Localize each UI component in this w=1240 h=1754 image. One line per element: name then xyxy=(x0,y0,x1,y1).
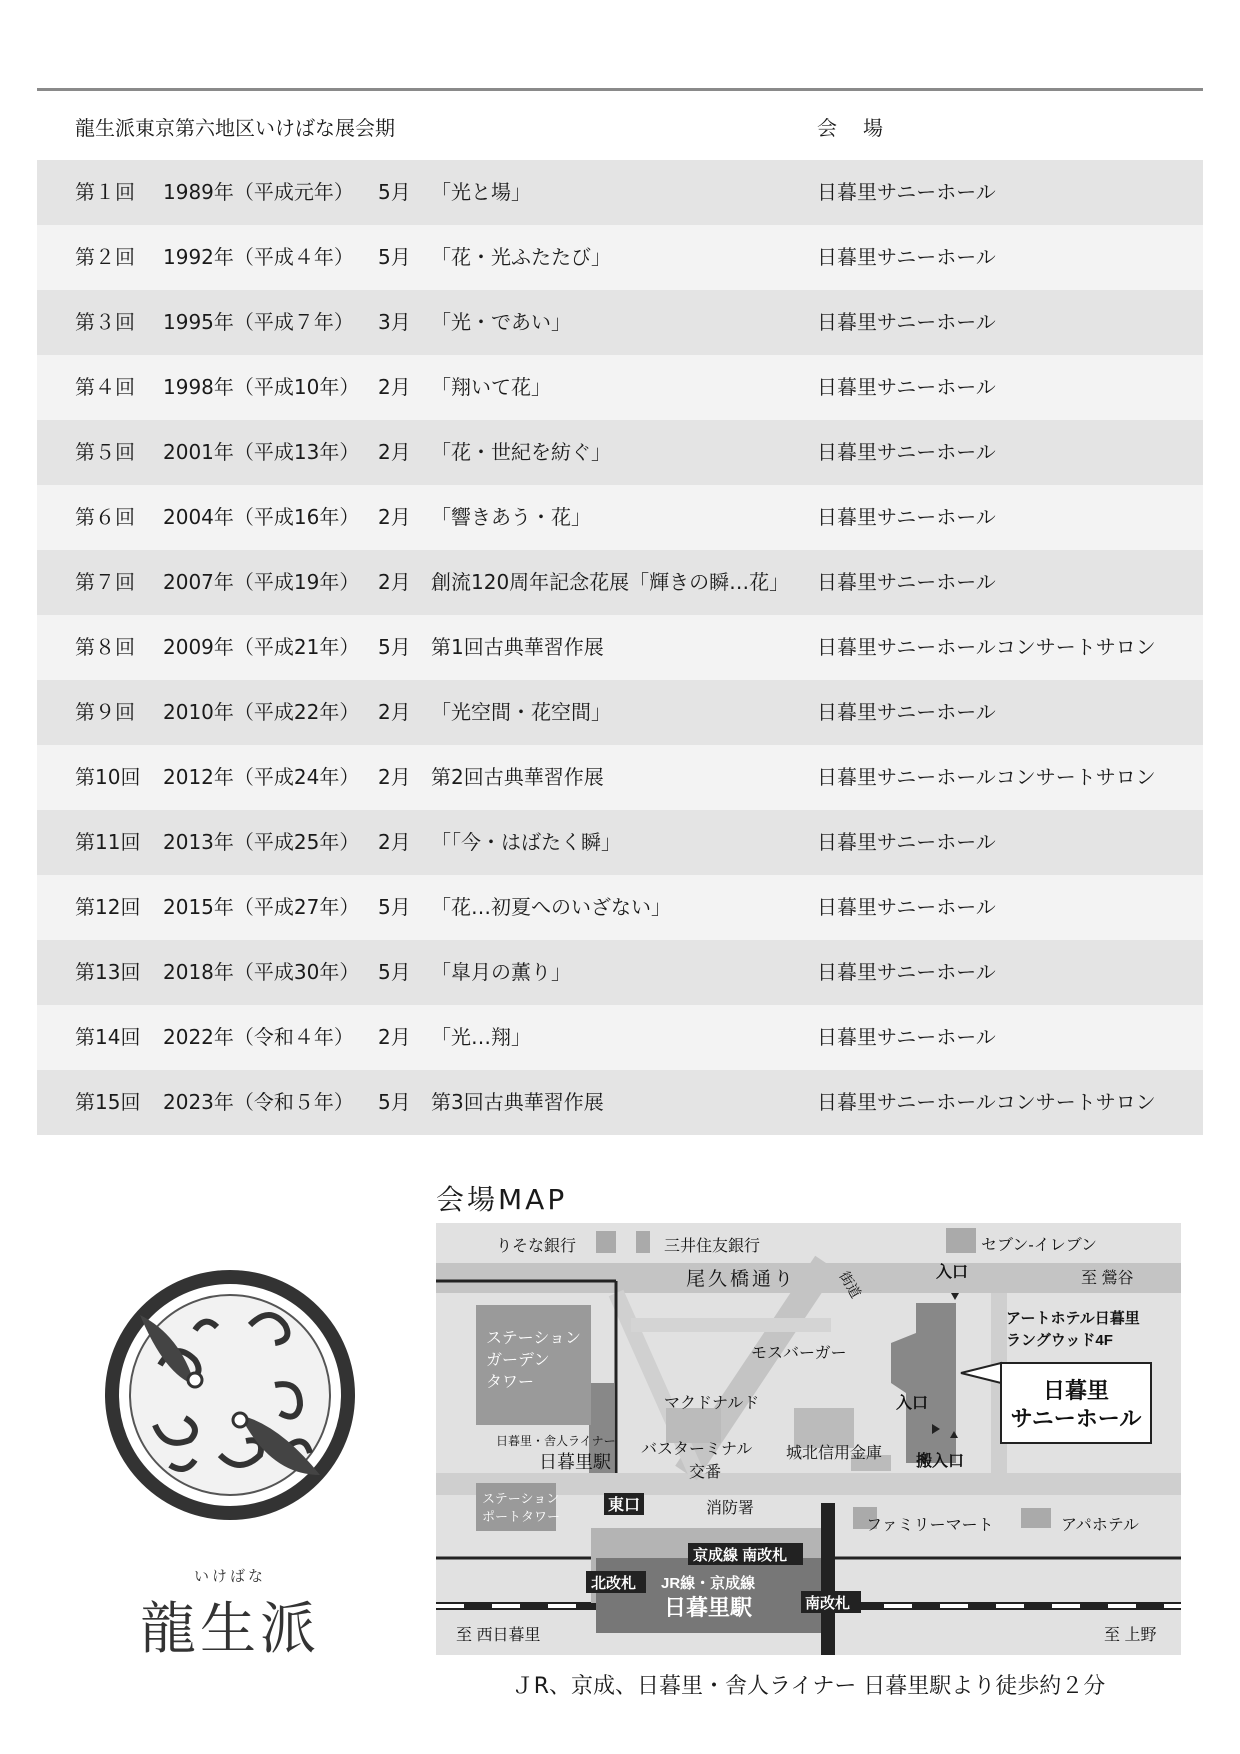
cell-no: 第６回 xyxy=(75,505,135,529)
cell-month: 5月 xyxy=(378,1090,411,1114)
cell-venue: 日暮里サニーホールコンサートサロン xyxy=(817,1090,1156,1114)
cell-venue: 日暮里サニーホール xyxy=(817,830,996,854)
fire-label: 消防署 xyxy=(706,1500,755,1517)
header-title: 龍生派東京第六地区いけばな展会期 xyxy=(75,116,395,140)
cell-year: 2018年（平成30年） xyxy=(163,960,360,984)
cell-year: 2012年（平成24年） xyxy=(163,765,360,789)
cell-venue: 日暮里サニーホール xyxy=(817,960,996,984)
cell-no: 第３回 xyxy=(75,310,135,334)
cell-title: 「光空間・花空間」 xyxy=(431,700,611,724)
cell-month: 5月 xyxy=(378,635,411,659)
table-row xyxy=(37,1070,1203,1135)
koban-label: 交番 xyxy=(689,1464,722,1481)
logo-name: 龍生派 xyxy=(140,1597,320,1662)
cell-venue: 日暮里サニーホール xyxy=(817,440,996,464)
cell-year: 2015年（平成27年） xyxy=(163,895,360,919)
cell-title: 「光…翔」 xyxy=(431,1025,531,1049)
header-venue: 会場 xyxy=(817,116,909,140)
cell-venue: 日暮里サニーホール xyxy=(817,375,996,399)
cell-year: 2004年（平成16年） xyxy=(163,505,360,529)
cell-no: 第９回 xyxy=(75,700,135,724)
resona-label: りそな銀行 xyxy=(496,1238,577,1255)
cell-year: 2022年（令和４年） xyxy=(163,1025,354,1049)
port-line2: ポートタワー xyxy=(482,1509,561,1524)
mcd-label: マクドナルド xyxy=(664,1395,760,1412)
table-row xyxy=(37,680,1203,745)
cell-title: 「「今・はばたく瞬」 xyxy=(431,830,621,854)
cell-title: 「翔いて花」 xyxy=(431,375,551,399)
cell-no: 第８回 xyxy=(75,635,135,659)
cell-title: 創流120周年記念花展「輝きの瞬…花」 xyxy=(431,570,790,594)
cell-year: 2007年（平成19年） xyxy=(163,570,360,594)
exhibition-table xyxy=(37,97,1203,1135)
garden-line2: ガーデン xyxy=(486,1352,550,1369)
okubashi-label: 尾久橋通り xyxy=(686,1269,797,1290)
sunny-line1: 日暮里 xyxy=(1042,1378,1110,1403)
table-row xyxy=(37,485,1203,550)
cell-venue: 日暮里サニーホール xyxy=(817,180,996,204)
map-caption: ＪR、京成、日暮里・舎人ライナー 日暮里駅より徒歩約２分 xyxy=(511,1674,1106,1699)
hotel-line2: ラングウッド4F xyxy=(1006,1332,1113,1349)
cell-month: 2月 xyxy=(378,830,411,854)
table-row xyxy=(37,1005,1203,1070)
cell-no: 第５回 xyxy=(75,440,135,464)
cell-month: 3月 xyxy=(378,310,411,334)
cell-no: 第10回 xyxy=(75,765,141,789)
north-gate-label: 北改札 xyxy=(591,1575,637,1592)
cell-year: 2001年（平成13年） xyxy=(163,440,360,464)
cell-month: 5月 xyxy=(378,895,411,919)
table-row xyxy=(37,810,1203,875)
cell-year: 2010年（平成22年） xyxy=(163,700,360,724)
liner-station-label: 日暮里駅 xyxy=(539,1452,611,1472)
nippori-station-label: 日暮里駅 xyxy=(664,1595,753,1620)
cell-venue: 日暮里サニーホール xyxy=(817,505,996,529)
cell-month: 5月 xyxy=(378,960,411,984)
cell-year: 1992年（平成４年） xyxy=(163,245,354,269)
cell-venue: 日暮里サニーホール xyxy=(817,700,996,724)
cell-venue: 日暮里サニーホールコンサートサロン xyxy=(817,765,1156,789)
cell-title: 第2回古典華習作展 xyxy=(431,765,604,789)
table-header xyxy=(37,97,1203,160)
logo-emblem-icon xyxy=(100,1255,360,1555)
cell-title: 第3回古典華習作展 xyxy=(431,1090,604,1114)
johoku-label: 城北信用金庫 xyxy=(786,1445,883,1462)
garden-line1: ステーション xyxy=(486,1330,582,1347)
bus-label: バスターミナル xyxy=(641,1441,753,1458)
cell-year: 2013年（平成25年） xyxy=(163,830,360,854)
map-title: 会場MAP xyxy=(436,1183,568,1216)
table-row xyxy=(37,875,1203,940)
top-rule xyxy=(37,88,1203,91)
cell-no: 第14回 xyxy=(75,1025,141,1049)
cell-title: 「響きあう・花」 xyxy=(431,505,591,529)
jr-line-label: JR線・京成線 xyxy=(661,1575,756,1592)
table-row xyxy=(37,290,1203,355)
port-line1: ステーション xyxy=(482,1491,560,1506)
keisei-south-label: 京成線 南改札 xyxy=(693,1547,788,1564)
cell-year: 1995年（平成７年） xyxy=(163,310,354,334)
cell-year: 2023年（令和５年） xyxy=(163,1090,354,1114)
cell-month: 2月 xyxy=(378,440,411,464)
cell-no: 第４回 xyxy=(75,375,135,399)
cell-year: 2009年（平成21年） xyxy=(163,635,360,659)
table-row xyxy=(37,615,1203,680)
cell-title: 「花・光ふたたび」 xyxy=(431,245,611,269)
to-ueno-label: 至 上野 xyxy=(1104,1627,1157,1644)
cell-venue: 日暮里サニーホール xyxy=(817,570,996,594)
kaido-label: 街道 xyxy=(836,1268,865,1301)
east-exit-label: 東口 xyxy=(608,1497,641,1514)
liner-small-label: 日暮里・舎人ライナー xyxy=(496,1434,616,1448)
cell-month: 5月 xyxy=(378,180,411,204)
cell-month: 2月 xyxy=(378,505,411,529)
cell-year: 1989年（平成元年） xyxy=(163,180,354,204)
cell-no: 第11回 xyxy=(75,830,141,854)
cell-venue: 日暮里サニーホール xyxy=(817,895,996,919)
venue-map xyxy=(436,1223,1181,1655)
cell-title: 第1回古典華習作展 xyxy=(431,635,604,659)
cell-no: 第７回 xyxy=(75,570,135,594)
cell-title: 「光・であい」 xyxy=(431,310,571,334)
cell-venue: 日暮里サニーホール xyxy=(817,245,996,269)
seven-label: セブン-イレブン xyxy=(981,1237,1098,1254)
table-row xyxy=(37,940,1203,1005)
to-uguisudani-label: 至 鶯谷 xyxy=(1081,1270,1134,1287)
cell-year: 1998年（平成10年） xyxy=(163,375,360,399)
hannyu-label: 搬入口 xyxy=(916,1453,965,1470)
cell-no: 第１回 xyxy=(75,180,135,204)
garden-line3: タワー xyxy=(486,1374,535,1391)
cell-month: 5月 xyxy=(378,245,411,269)
cell-no: 第13回 xyxy=(75,960,141,984)
cell-title: 「花・世紀を紡ぐ」 xyxy=(431,440,611,464)
cell-venue: 日暮里サニーホールコンサートサロン xyxy=(817,635,1156,659)
table-row xyxy=(37,550,1203,615)
cell-month: 2月 xyxy=(378,570,411,594)
table-row xyxy=(37,160,1203,225)
sunny-hall-callout xyxy=(1001,1363,1151,1443)
cell-title: 「光と場」 xyxy=(431,180,531,204)
cell-month: 2月 xyxy=(378,700,411,724)
apa-label: アパホテル xyxy=(1061,1517,1139,1534)
table-row xyxy=(37,355,1203,420)
ryuseiha-logo xyxy=(100,1255,360,1662)
logo-ruby: いけばな xyxy=(193,1567,266,1585)
cell-venue: 日暮里サニーホール xyxy=(817,310,996,334)
mos-label: モスバーガー xyxy=(751,1345,847,1362)
family-label: ファミリーマート xyxy=(866,1517,994,1534)
table-row xyxy=(37,225,1203,290)
south-gate-label: 南改札 xyxy=(805,1595,851,1612)
entrance-mid-label: 入口 xyxy=(896,1395,929,1412)
cell-no: 第12回 xyxy=(75,895,141,919)
cell-month: 2月 xyxy=(378,375,411,399)
hotel-line1: アートホテル日暮里 xyxy=(1006,1310,1140,1327)
entrance-top-label: 入口 xyxy=(936,1264,969,1281)
table-row xyxy=(37,745,1203,810)
cell-month: 2月 xyxy=(378,1025,411,1049)
mitsui-label: 三井住友銀行 xyxy=(664,1238,761,1255)
cell-venue: 日暮里サニーホール xyxy=(817,1025,996,1049)
cell-month: 2月 xyxy=(378,765,411,789)
table-row xyxy=(37,420,1203,485)
cell-no: 第２回 xyxy=(75,245,135,269)
cell-no: 第15回 xyxy=(75,1090,141,1114)
cell-title: 「皐月の薫り」 xyxy=(431,960,571,984)
to-nishi-label: 至 西日暮里 xyxy=(456,1627,541,1644)
sunny-line2: サニーホール xyxy=(1010,1406,1142,1431)
cell-title: 「花…初夏へのいざない」 xyxy=(431,895,671,919)
